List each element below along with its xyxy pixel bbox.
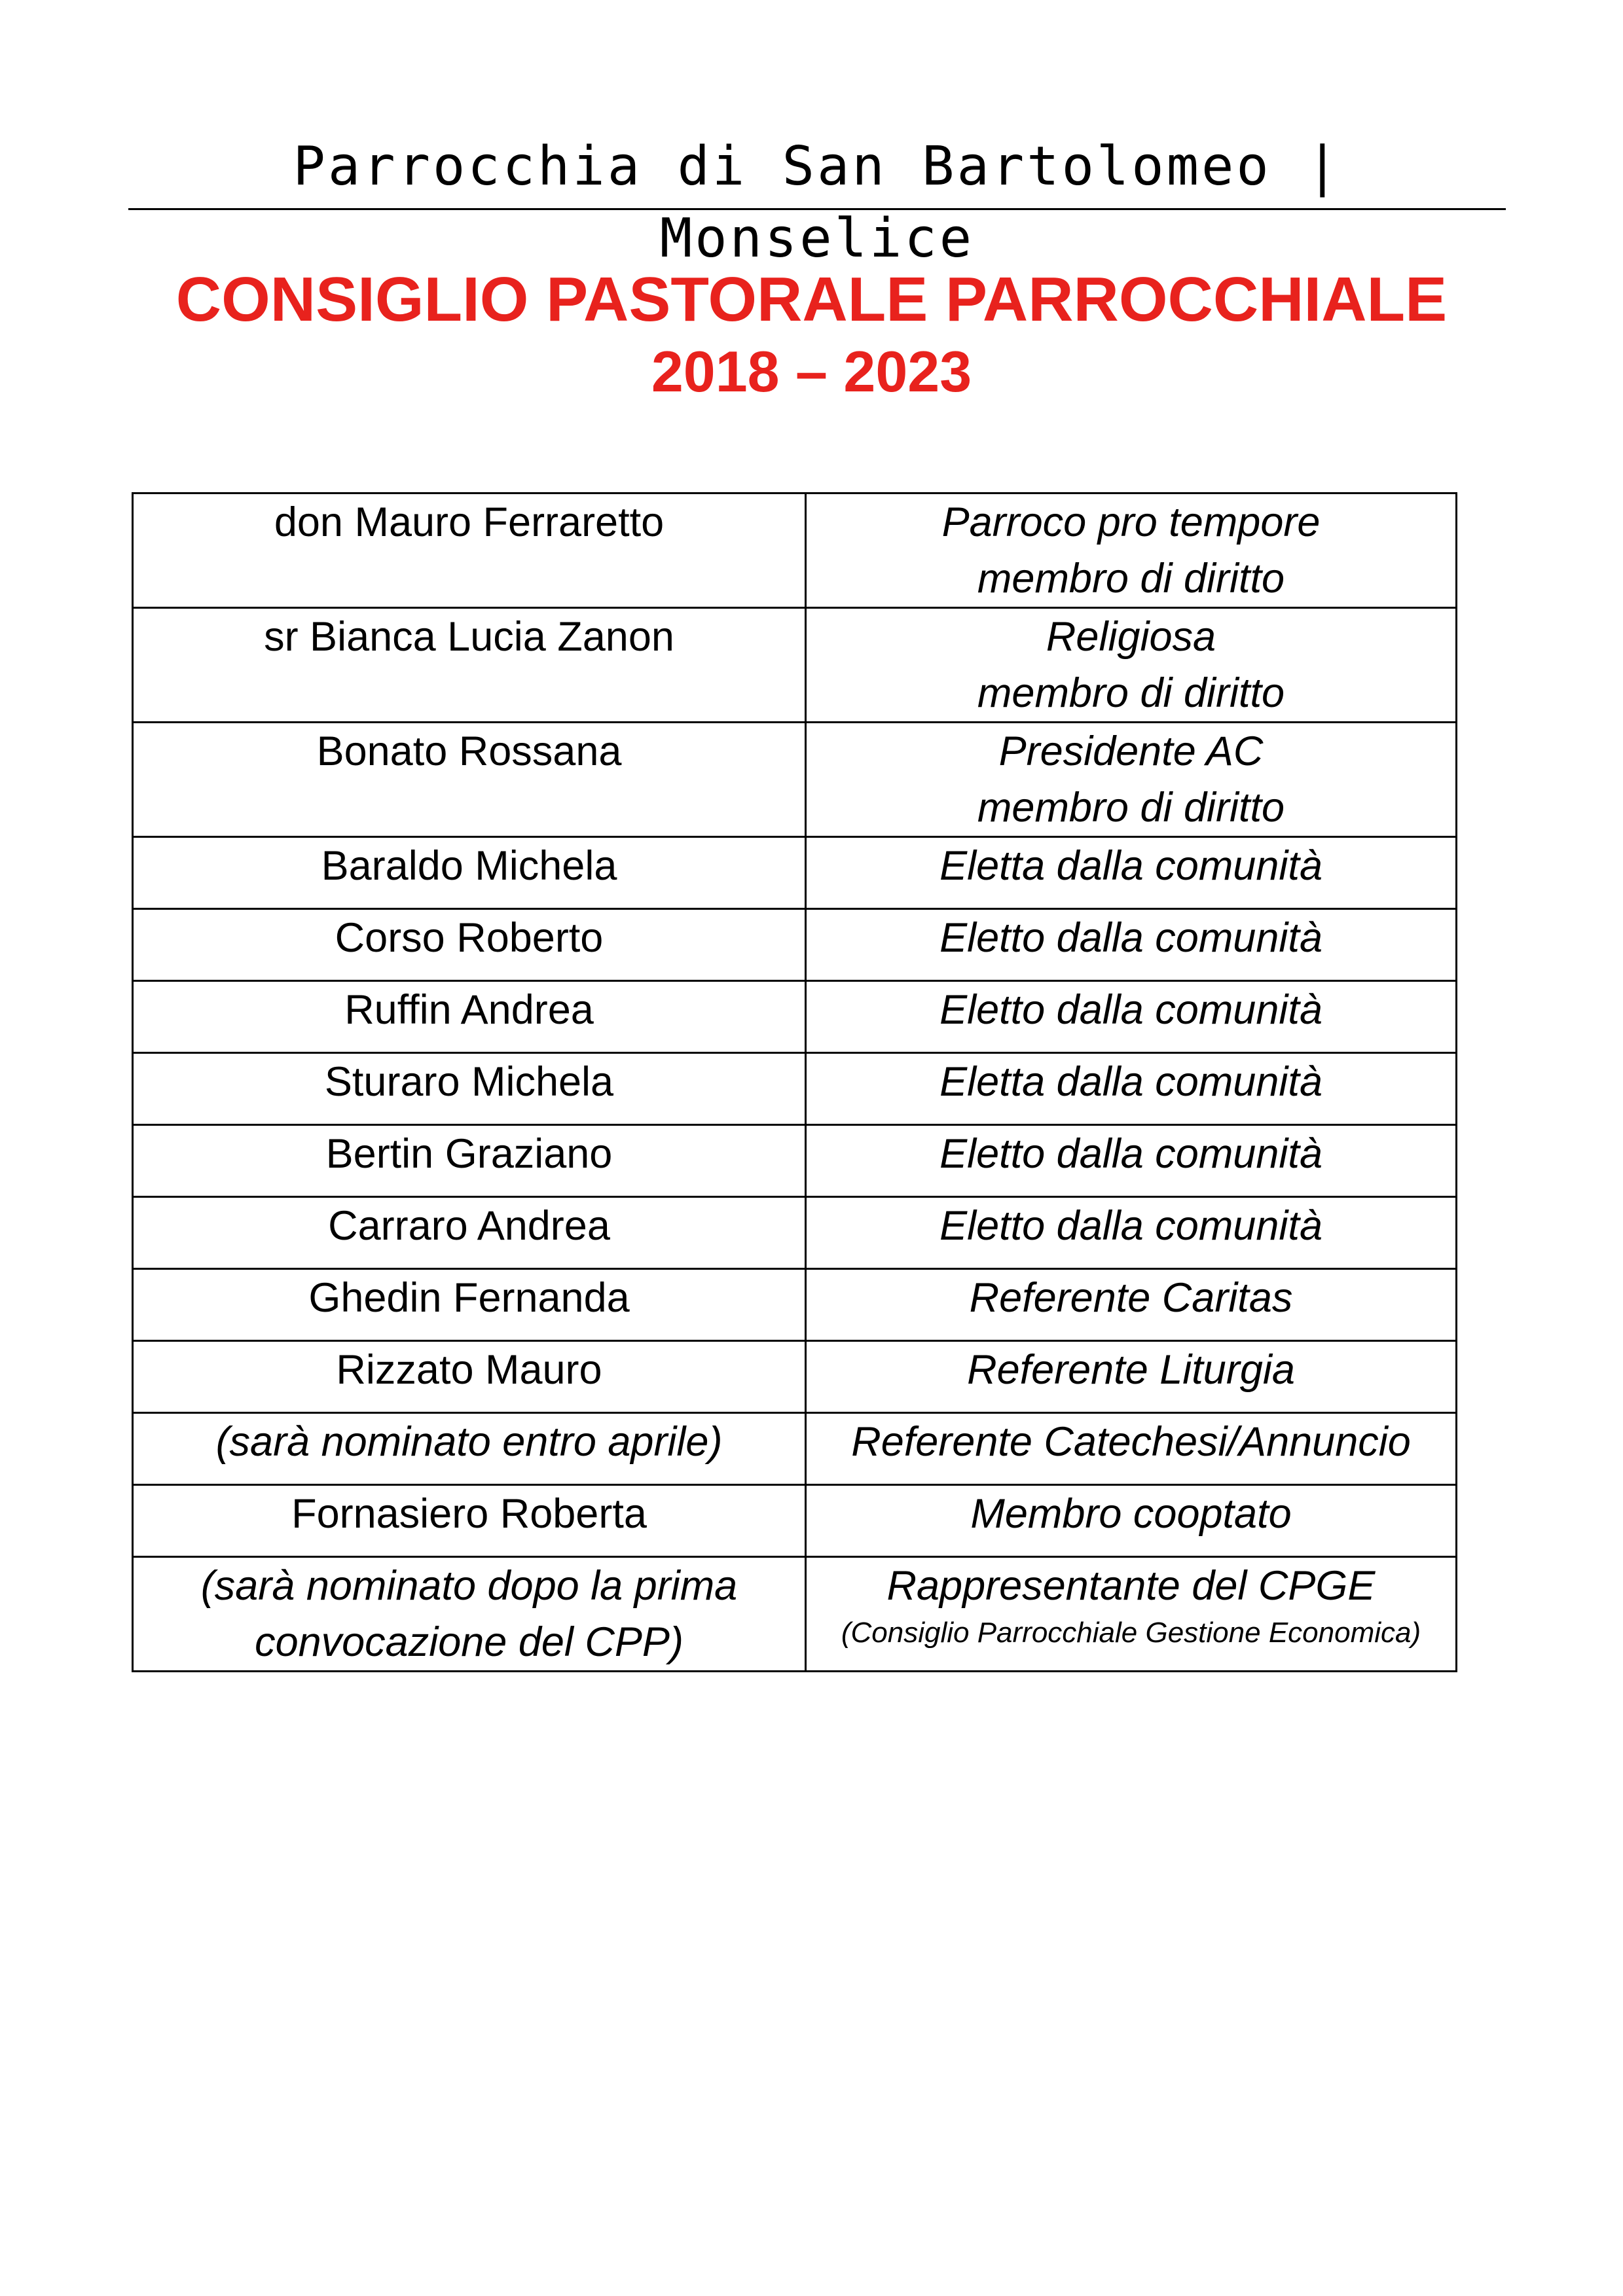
table-row — [133, 909, 1457, 981]
member-role: Eletto dalla comunità — [806, 1197, 1457, 1269]
table-row — [133, 837, 1457, 909]
table-row — [133, 1053, 1457, 1125]
table-row — [133, 608, 1457, 723]
member-role-detail: membro di diritto — [977, 556, 1285, 601]
member-role — [806, 723, 1457, 837]
member-role: Referente Catechesi/Annuncio — [806, 1413, 1457, 1485]
table-row — [133, 1413, 1457, 1485]
member-name: Sturaro Michela — [133, 1053, 806, 1125]
page-title: CONSIGLIO PASTORALE PARROCCHIALE — [175, 264, 1448, 334]
member-name: sr Bianca Lucia Zanon — [133, 608, 806, 723]
member-role: Membro cooptato — [806, 1485, 1457, 1557]
member-role-detail: membro di diritto — [977, 785, 1285, 831]
member-role-title: Religiosa — [1046, 614, 1216, 660]
member-name: Baraldo Michela — [133, 837, 806, 909]
member-name: don Mauro Ferraretto — [133, 493, 806, 608]
member-role: Eletto dalla comunità — [806, 1125, 1457, 1197]
member-role-title: Parroco pro tempore — [941, 499, 1321, 545]
member-role-title: Rappresentante del CPGE — [886, 1563, 1376, 1609]
member-name: Fornasiero Roberta — [133, 1485, 806, 1557]
member-role-note: (Consiglio Parrocchiale Gestione Economica) — [841, 1617, 1421, 1649]
member-name: Bertin Graziano — [133, 1125, 806, 1197]
table-row — [133, 1485, 1457, 1557]
member-role — [806, 493, 1457, 608]
table-row — [133, 493, 1457, 608]
member-role: Referente Caritas — [806, 1269, 1457, 1341]
member-name: Ghedin Fernanda — [133, 1269, 806, 1341]
member-name: Carraro Andrea — [133, 1197, 806, 1269]
member-role: Eletta dalla comunità — [806, 837, 1457, 909]
member-role: Eletta dalla comunità — [806, 1053, 1457, 1125]
table-row — [133, 1125, 1457, 1197]
member-name-line: convocazione del CPP) — [255, 1619, 684, 1665]
member-role — [806, 1557, 1457, 1672]
table-row — [133, 1341, 1457, 1413]
table-row — [133, 1269, 1457, 1341]
member-name: Rizzato Mauro — [133, 1341, 806, 1413]
member-name-pending — [133, 1557, 806, 1672]
member-role: Eletto dalla comunità — [806, 909, 1457, 981]
member-name: Corso Roberto — [133, 909, 806, 981]
member-role-title: Presidente AC — [998, 728, 1264, 774]
council-members-table — [132, 492, 1457, 1672]
table-row — [133, 981, 1457, 1053]
member-role: Referente Liturgia — [806, 1341, 1457, 1413]
table-row — [133, 723, 1457, 837]
member-name-line: (sarà nominato dopo la prima — [200, 1563, 738, 1609]
member-name: Bonato Rossana — [133, 723, 806, 837]
table-row — [133, 1557, 1457, 1672]
member-role-detail: membro di diritto — [977, 670, 1285, 716]
table-row — [133, 1197, 1457, 1269]
member-name: Ruffin Andrea — [133, 981, 806, 1053]
page-subtitle-years: 2018 – 2023 — [651, 339, 972, 404]
member-role — [806, 608, 1457, 723]
header-divider — [128, 208, 1506, 210]
member-name-pending: (sarà nominato entro aprile) — [133, 1413, 806, 1485]
member-role: Eletto dalla comunità — [806, 981, 1457, 1053]
parish-header: Parrocchia di San Bartolomeo | Monselice — [293, 135, 1341, 270]
